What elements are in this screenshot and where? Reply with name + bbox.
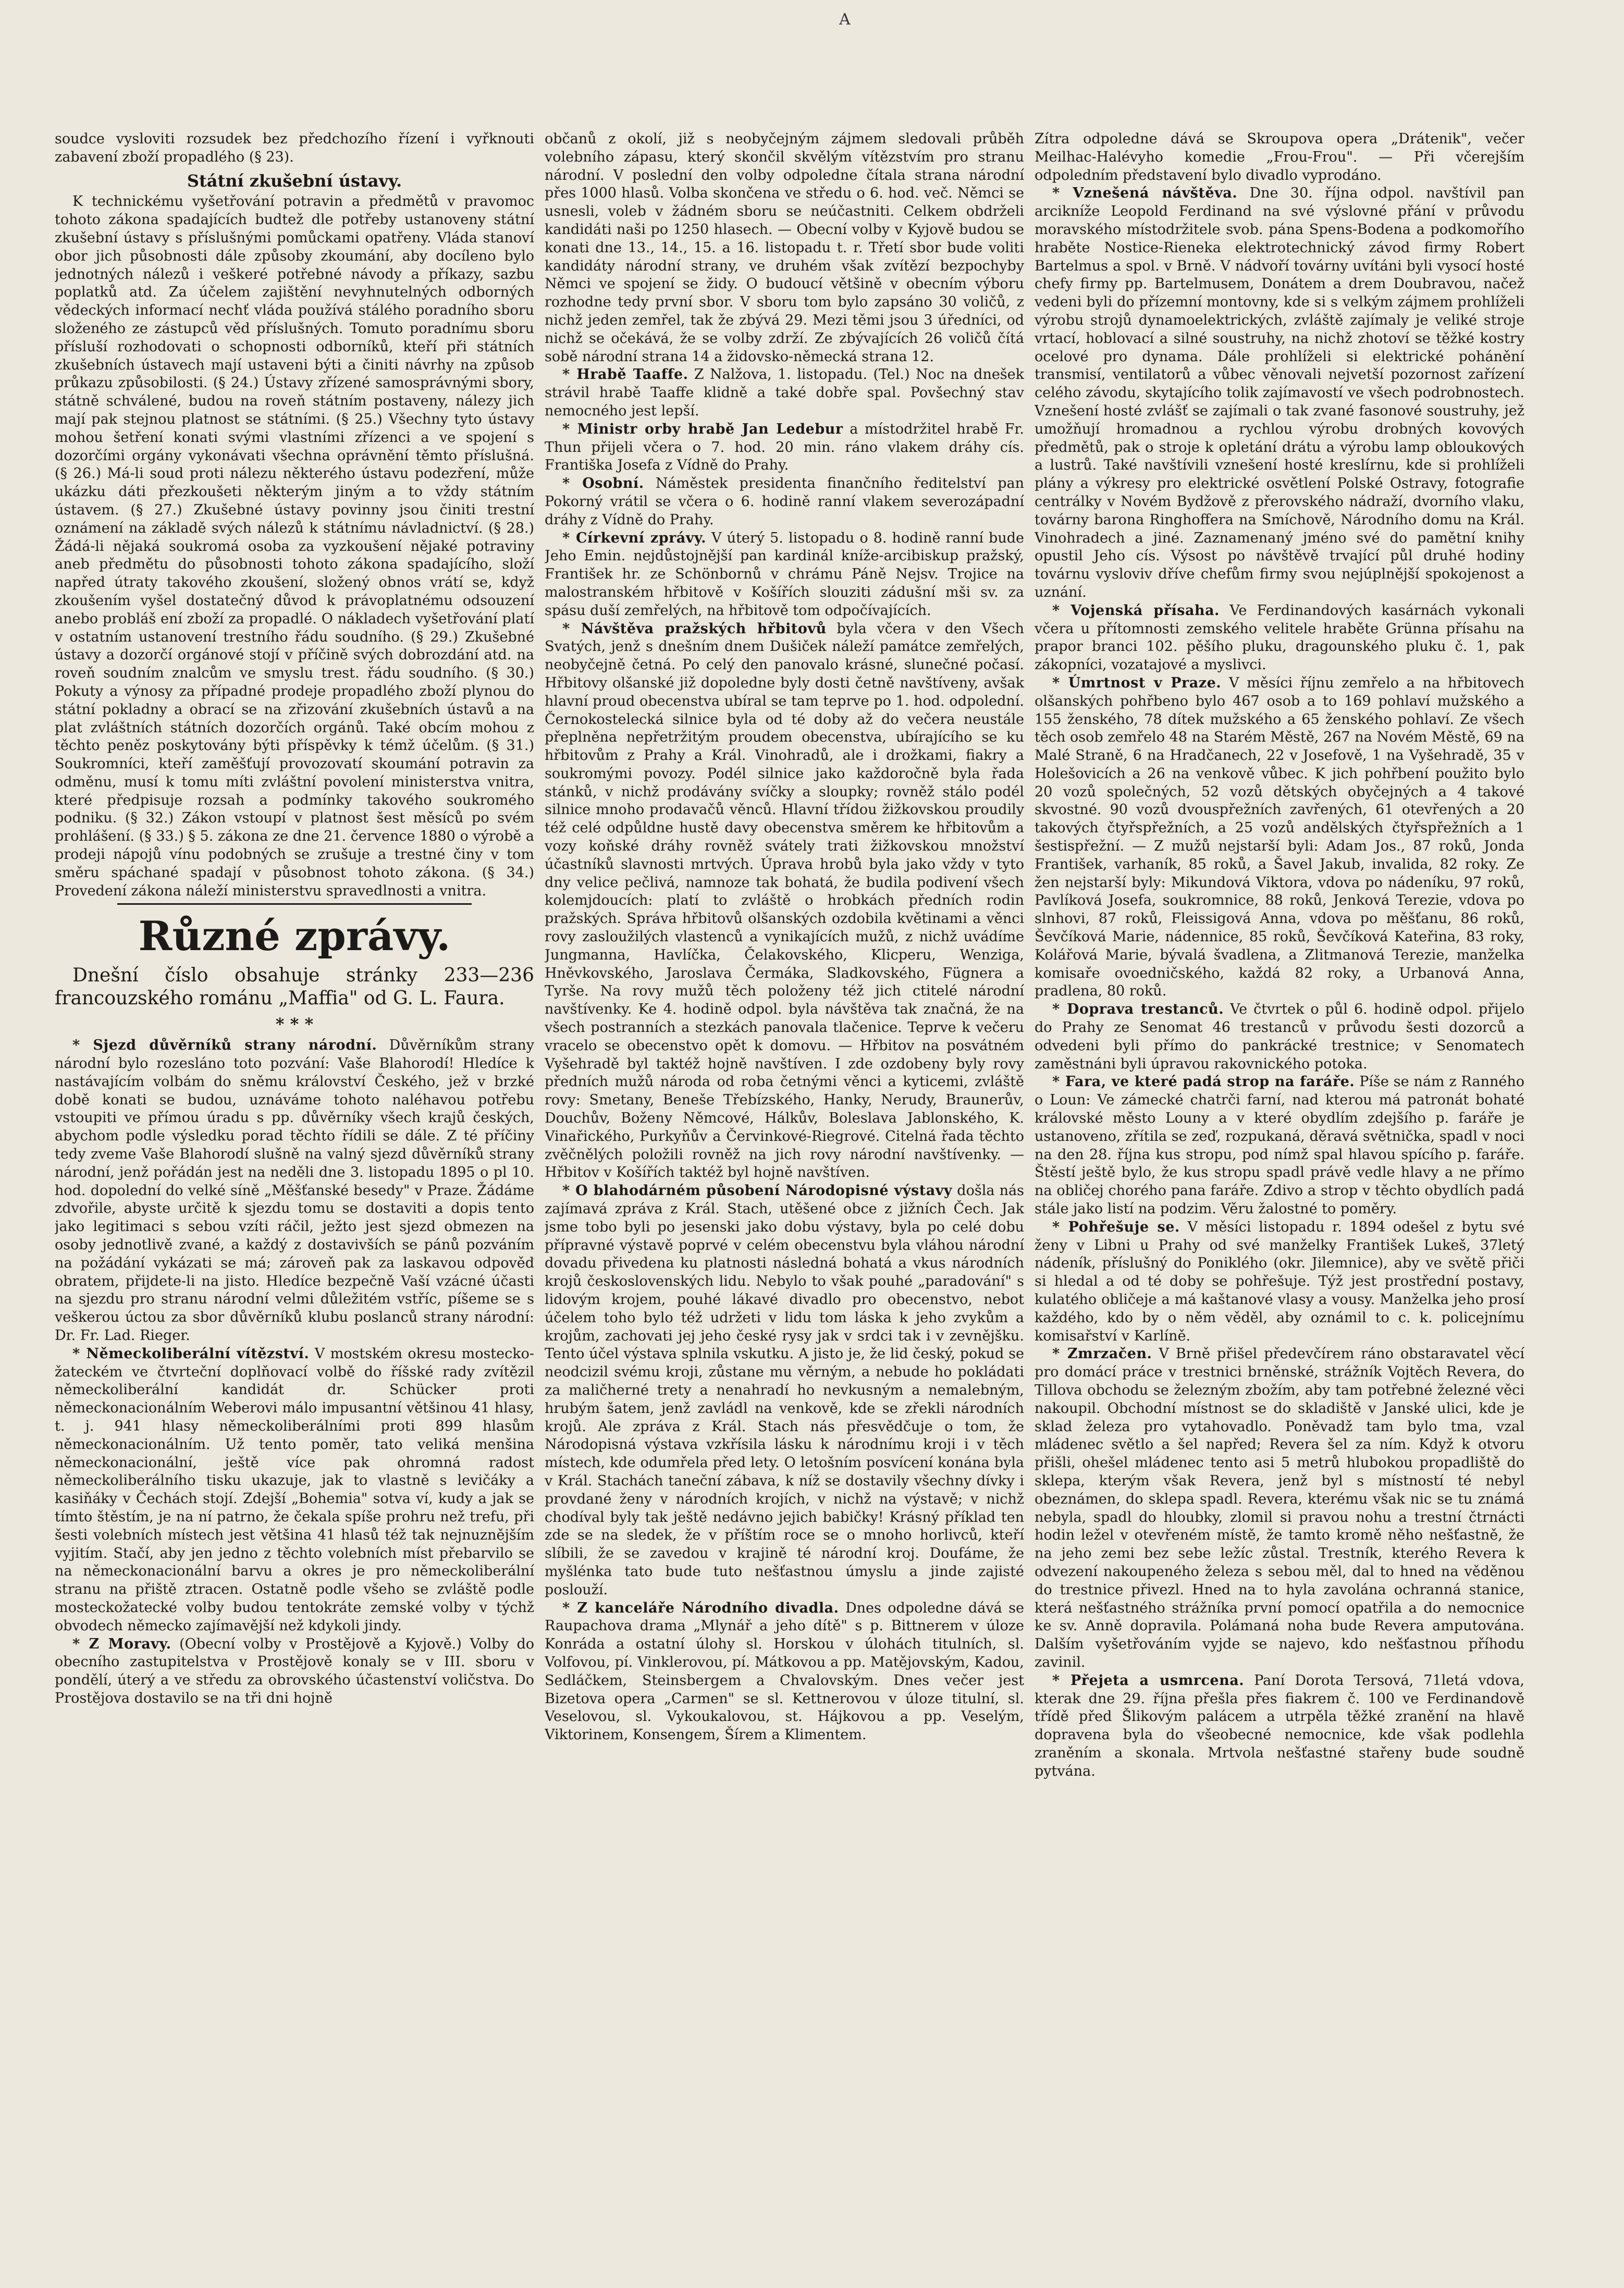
news-item-text: Dne 30. října odpol. navštívil pan arcikníže Leopold Ferdinand na své výslovné přání v průvodu moravského místodržitele svob. pána Spens-Bodena a podkomořího hraběte Nostice-Rieneka elektrotechnický závod firmy Robert Bartelmus a spol. v Brně. V nádvoří továrny uvítáni byli vysocí hosté chefy firmy pp. Bartelmusem, Donátem a drem Doubravou, načež vedeni byli do přízemní montovny, kde si s velkým zájmem prohlíželi výrobu strojů dynamoelektrických, zvláště zajímaly je veliké stroje vrtací, hoblovací a silné soustruhy, na nichž zhotoví se těžké kostry ocelové pro dynama. Dále prohlíželi si elektrické pohánění transmisí, ventilatorů a vůbec věnovali nejvetší pozornost zařízení celého závodu, skytajícího tolik zajímavostí ve všech podrobnostech. Vznešení hosté zvlášť se zajímali o tak zvané fasonové soustruhy, jež umožňují hromadnou a rychlou výrobu drobných kovových předmětů, pak o stroje k opletání drátu a výrobu lamp obloukových a lustrů. Také navštívili vznešení hosté kreslírnu, kde si prohlíželi plány a výkresy pro elektrické osvětlení Polské Ostravy, fotografie centrálky v Novém Bydžově z přerovského nádraží, dvorního vlaku, továrny barona Ringhoffera na Smíchově, Národního domu na Král. Vinohradech a jiné. Zaznamenaný jméno své do pamětní knihy opustil Jeho cís. Výsost po návštěvě trvající půl druhé hodiny továrnu vysloviv dříve chefům firmy svou nejúplnější spokojenost a uznání. <box>1035 185 1524 600</box>
continued-paragraph: Zítra odpoledne dává se Skroupova opera „Drátenik", večer Meilhac-Halévyho komedie „Frou-Frou". — Při včerejším odpoledním představení bylo divadlo vyprodáno. <box>1035 131 1524 183</box>
news-item-heading: * Zmrzačen. <box>1052 1346 1152 1362</box>
news-item-heading: * Církevní zprávy. <box>562 530 706 546</box>
news-item-text: Ve Ferdinandových kasárnách vykonali včera u přítomnosti zemského velitele hraběte Grünna přísahu na prapor branci 102. pěšího pluku, dragounského pluku č. 1, pak zákopníci, vozatajové a myslivci. <box>1035 602 1524 673</box>
news-item-text: Píše se nám z Ranného o Loun: Ve zámecké chatrči farní, nad kterou má patronát bohaté královské město Louny a v které obydlím zdejšího p. faráře je ustanoveno, zřítila se zeď, rozpukaná, děravá světnička, spadl v noci na den 28. října kus stropu, pod nímž spal hlavou spícího p. faráře. Štěstí ještě bylo, že kus stropu spadl právě vedle hlavy a ne přímo na obličej chorého pana faráře. Zdivo a strop v těchto obydlích padá stále jako listí na podzim. Věru žalostné to poměry. <box>1035 1074 1524 1217</box>
intro-paragraph: soudce vysloviti rozsudek bez předchozího řízení i vyřknouti zabavení zboží propadlého (§ 23). <box>55 131 534 165</box>
news-item <box>1035 184 1524 601</box>
news-item-heading: * Osobní. <box>562 475 644 492</box>
news-item <box>1035 1345 1524 1671</box>
news-item <box>545 475 1024 529</box>
news-item <box>1035 674 1524 1001</box>
news-item-text: Důvěrníkům strany národní bylo rozesláno toto pozvání: Vaše Blahorodí! Hledíce k nastávajícím volbám do sněmu království Českého, jež v brzké době konati se budou, uznáváme tohoto naléhavou potřebu vstoupiti ve přímou úradu s pp. důvěrníky všech krajů českých, abychom podle výsledku porad těchto řídili se dále. Z té příčiny tedy zveme Vaše Blahorodí slušně na valný sjezd důvěrníků strany národní, jenž pořádán jest na neděli dne 3. listopadu 1895 o pl 10. hod. dopolední do velké síně „Měšťanské besedy" v Praze. Žádáme zdvořile, abyste určitě k sjezdu tomu se dostaviti a dopis tento jako legitimaci s sebou vzíti ráčil, ježto jest sjezd obmezen na osoby jednotlivě zvané, a každý z dostavivších se pánů pozváním na požádání vykázati se má; zároveň pak za laskavou odpověď obratem, přijdete-li na jisto. Hledíce bezpečně Vaší vzácné účasti na sjezdu pro stranu národní velmi důležitém vstříc, píšeme se s veškerou úctou za sbor důvěrníků klubu poslanců strany národní: Dr. Fr. Lad. Rieger. <box>55 1037 534 1344</box>
news-item <box>545 530 1024 620</box>
news-item-text: Z Nalžova, 1. listopadu. (Tel.) Noc na dnešek strávil hrabě Taaffe klidně a také dobře spal. Povšechný stav nemocného jest lepší. <box>545 366 1024 419</box>
news-item-heading: * Návštěva pražských hřbitovů <box>562 620 827 637</box>
news-item-heading: * Ministr orby hrabě Jan Ledebur <box>562 421 843 437</box>
news-item-heading: * Úmrtnost v Praze. <box>1052 674 1222 691</box>
page-mark: A <box>839 10 851 29</box>
news-item-heading: * Německoliberální vítězství. <box>72 1345 310 1362</box>
news-item-text: V úterý 5. listopadu o 8. hodině ranní bude Jeho Emin. nejdůstojnější pan kardinál kníže-arcibiskup pražský, František hr. ze Schönbornů v chrámu Páně Nejsv. Trojice na malostranském hřbitově v Košířích slouziti zádušní mši sv. za spásu duší zemřelých, na hřbitově tom odpočívajících. <box>545 530 1024 619</box>
stars-divider: * * * <box>275 1014 314 1035</box>
column-right <box>1035 130 1524 2262</box>
news-item <box>55 1037 534 1345</box>
column-middle <box>545 130 1024 2262</box>
news-item-text: a místodržitel hrabě Fr. Thun přijeli včera o 7. hod. 20 min. ráno vlakem dráhy cís. Františka Josefa z Vídně do Prahy. <box>545 421 1024 474</box>
section-title-zkusebni-ustavy: Státní zkušební ústavy. <box>187 170 402 191</box>
news-item-text: Ve čtvrtek o půl 6. hodině odpol. přijelo do Prahy ze Senomat 46 trestanců v průvodu šesti dozorců a odvedeni byli přímo do pankrácké trestnice; v Senomatech zaměstnáni byli úpravou rakovnického potoka. <box>1035 1001 1524 1072</box>
lead-paragraph: Dnešní číslo obsahuje stránky 233—236 francouzského románu „Maffia" od G. L. Faura. <box>55 965 534 1010</box>
news-item <box>55 1345 534 1635</box>
news-item-heading: * Doprava trestanců. <box>1052 1001 1224 1018</box>
news-item-heading: * Přejeta a usmrcena. <box>1052 1672 1245 1689</box>
news-item <box>1035 602 1524 674</box>
section-paragraph: K technickému vyšetřování potravin a předmětů v pravomoc tohoto zákona spadajících budtež dle potřeby ustanoveny státní zkušební ústavy s příslušnými pomůckami opatřeny. Vláda stanoví obor jich působnosti dále způsoby zkoumání, aby docíleno bylo jednotných nálezů i veškeré potřebné návody a příkazy, sazbu poplatků atd. Za účelem zajištění nevyhnutelných odborných vědeckých informací nechť vláda používá stálého poradního sboru složeného ze zástupců věd příslušných. Tomuto poradnímu sboru přísluší rozhodovati o schopnosti odborníků, kteří při státních zkušebních ústavech mají ustaveni býti a činiti návrhy na způsob průkazu způsobilosti. (§ 24.) Ústavy zřízené samosprávnými sbory, státně schválené, budou na roveň státním postaveny, nálezy jich mají pak stejnou platnost se státními. (§ 25.) Všechny tyto ústavy mohou šetření konati svými vlastními zřízenci a ve spojení s dozorčími orgány vykonávati všechna oprávnění těmto příslušná. (§ 26.) Má-li soud proti nálezu některého ústavu podezření, může ukázku dáti přezkoušeti některým jiným a to vždy státním ústavem. (§ 27.) Zkušebné ústavy povinny jsou činiti trestní oznámení na základě svých nálezů k státnímu návladnictví. (§ 28.) Žádá-li nějaká soukromá osoba za vyzkoušení nějaké potraviny aneb předmětu do působnosti tohoto zákona spadajícího, složí napřed útraty takového zkoušení, složený obnos vrátí se, když zkoušením vyšel dostatečný důvod k právoplatnému odsouzení anebo probláš ení zboží za propadlé. O nákladech vyšetřování platí v ostatním ustanovení trestního řádu soudního. (§ 29.) Zkušebné ústavy a dozorčí orgánové stojí v příčině svých dobrozdání atd. na roveň soudním znalcům ve smyslu trest. řádu soudního. (§ 30.) Pokuty a výnosy za případné prodeje propadlého zboží plynou do státní pokladny a obrací se na zřizování zkušebních ústavů a na plat zvláštních státních dozorčích orgánů. Také obcím mohou z těchto peněz poskytovány býti příspěvky k témž účelům. (§ 31.) Soukromníci, kteří zaměšťují provozovatí skoumání potravin za odměnu, musí k tomu míti zvláštní povolení ministerstva vnitra, které předpisuje rozsah a podmínky takového soukromého podniku. (§ 32.) Zákon vstoupí v platnost šest měsíců po svém prohlášení. (§ 33.) § 5. zákona ze dne 21. července 1880 o výrobě a prodeji nápojů vínu podobných se zrušuje a trestné činy v tom směru spáchané spadají v působnost tohoto zákona. (§ 34.) Provedení zákona náleží ministerstvu spravedlnosti a vnitra. <box>55 193 534 899</box>
heading-ruzne-zpravy: Různé zprávy. <box>138 913 451 961</box>
news-item <box>1035 1001 1524 1073</box>
news-item-text: došla nás zajímavá zpráva z Král. Stach, utěšené obce z jižních Čech. Jak jsme tobo byli po jesenski jako dobu výstavy, byla po celé dobu přípravné výstavě poprvé v celém obecenstvu byla vláhou národní dovadu přivedena ku platnosti následná bohatá a vkus národních krojů československých lidu. Nebylo to však pouhé „paradování" s lidovým krojem, pouhé lákavé divadlo pro obecenstvo, nebot účelem toho bylo též udržeti v lidu tom láska k jeho zvykům a krojům, zachovati jej jeho české rysy jak v srdci tak i v zevnějšku. Tento účel výstava splnila vskutku. A jisto je, že lid český, pokud se neodcizil svému kroji, zůstane mu věrným, a nebude ho pokládati za maličherné trety a nenahradí ho nevkusným a nemalebným, hrubým šatem, jenž zavládl na venkově, kde se zřekli národních krojů. Ale zpráva z Král. Stach nás přesvědčuje o tom, že Národopisná výstava vzkřísila lásku k národnímu kroji i v těch místech, kde odumřela před lety. O letošním posvícení konána byla v Král. Stachách taneční zábava, k níž se dostavily všechny dívky i provdané ženy v národních krojích, v nichž na výstavě; v nichž chodíval byly tak ještě nedávno jejich babičky! Krásný příklad ten zde se na sledek, že v příštím roce se o mnoho horlivců, kteří slíbili, že se zavedou v krajině té národní kroj. Doufáme, že myšlénka tato bude tuto nešťastnou úmyslu a jinde zajisté poslouží. <box>545 1183 1024 1598</box>
news-item-text: Paní Dorota Tersová, 71letá vdova, kterak dne 29. října přešla přes fiakrem č. 100 ve Ferdinandově třídě před Šlikovým palácem a utrpěla těžké zranění na hlavě dopravena byla do všeobecné nemocnice, kde však podlehla zraněním a skonala. Mrtvola nešťastné stařeny bude soudně pytvána. <box>1035 1672 1524 1779</box>
news-item-heading: * Fara, ve které padá strop na faráře. <box>1052 1074 1355 1090</box>
news-item-text: V Brně přišel předevčírem ráno obstaravatel věcí pro domácí práce v trestnici brněnské, strážník Vojtěch Revera, do Tillova obchodu se železným zbožím, aby tam potřebné železné věci nakoupil. Obchodní místnost se do skladiště v Janské ulici, kde je sklad železa pro vytahovadlo. Poněvadž tam bylo tma, vzal mládenec světlo a šel napřed; Revera šel za ním. Když k otvoru přišli, ohešel mládenec tento asi 5 metrů hlubokou propadliště do sklepa, kterým však Revera, jenž byl s místností té nebyl obeznámen, do sklepa spadl. Revera, kterému však nic se tu známá nebyla, spadl do hloubky, zlomil si pravou nohu a trestní čtrnácti hodin ležel v otevřeném místě, že tamto kromě něho nešťastně, že na jeho zemi bez sebe ležíc zůstal. Trestník, kterého Revera k odvezení nakoupeného železa s sebou měl, dal to hned na věděnou do trestnice přivezl. Hned na to hyla zavolána ochranná stanice, která nešťastného strážníka první pomocí opatřila a do nemocnice ke sv. Anně dopravila. Polámaná noha bude Revera amputována. Dalším vyšetřováním vyjde se najevo, kdo nešťastnou příhodu zavinil. <box>1035 1346 1524 1670</box>
news-item-text: Náměstek presidenta finančního ředitelství pan Pokorný vrátil se včera o 6. hodině ranní vlakem severozápadní dráhy z Vídně do Prahy. <box>545 475 1024 528</box>
news-item-heading: * Vojenská přísaha. <box>1052 602 1220 619</box>
section-divider <box>117 903 472 905</box>
news-item <box>545 421 1024 475</box>
news-item-heading: * Pohřešuje se. <box>1052 1219 1180 1235</box>
news-item <box>55 1635 534 1708</box>
news-item-heading: * O blahodárném působení Národopisné výstavy <box>562 1183 953 1199</box>
news-item <box>545 1182 1024 1599</box>
news-item-heading: * Sjezd důvěrníků strany národní. <box>72 1037 377 1054</box>
news-item <box>545 366 1024 420</box>
news-item-heading: * Z kanceláře Národního divadla. <box>562 1600 839 1616</box>
column-left <box>55 130 534 2262</box>
news-item <box>545 620 1024 1183</box>
continued-paragraph: občanů z okolí, již s neobyčejným zájmem sledovali průběh volebního zápasu, který skončil skvělým vítězstvím pro stranu národní. V poslední den volby odpoledne čítala strana národní přes 1000 hlasů. Volba skončena ve středu o 6. hod. več. Němci se usnesli, voleb v žádném sboru se neúčastniti. Celkem obdrželi kandidáti naši po 1250 hlasech. — Obecní volby v Kyjově budou se konati dne 13., 14., 15. a 16. listopadu t. r. Třetí sbor bude voliti kandidáty národní strany, ve druhém však zvítězí bezpochyby Němci ve spojení se židy. O budoucí většině v obecním výboru rozhodne tedy první sbor. V sboru tom bylo zapsáno 30 voličů, z nichž jeden zemřel, tak že zbývá 29. Mezi těmi jsou 3 úředníci, od nichž se očekává, že se volby zdrží. Ze zbývajících 26 voličů čítá sobě národní strana 14 a židovsko-německá strana 12. <box>545 131 1024 365</box>
news-item-heading: * Z Moravy. <box>72 1635 171 1652</box>
news-item-text: Dnes odpoledne dává se Raupachova drama „Mlynář a jeho dítě" s p. Bittnerem v úloze Konráda a ostatní úlohy sl. Horskou v úlohách titulních, sl. Volfovou, pí. Vinklerovou, pí. Mátkovou a pp. Matějovským, Kadou, Sedláčkem, Steinsbergem a Chvalovským. Dnes večer jest Bizetova opera „Carmen" se sl. Kettnerovou v úloze titulní, sl. Veselovou, sl. Vykoukalovou, st. Hájkovou a pp. Veselým, Viktorinem, Konsengem, Šírem a Klimentem. <box>545 1600 1024 1743</box>
news-item <box>1035 1672 1524 1781</box>
news-item-text: V mostském okresu mostecko-žateckém ve čtvrteční doplňovací volbě do říšské rady zvítězil německoliberální kandidát dr. Schücker proti německonacionálním Weberovi málo impusantní většinou 41 hlasy, t. j. 941 hlasy německoliberálními proti 899 hlasům německonacionálním. Už tento poměr, tato veliká menšina německonacionální, ještě více pak ohromná radost německoliberálního tisku ukazuje, jak to vlastně s levičáky a kasiňáky v Čechách stojí. Zdejší „Bohemia" sotva ví, kudy a jak se tímto štěstím, je na ní patrno, že čekala spíše prohru než trefu, při šesti volebních místech jest většina 41 hlasů též tak nejnuznějším vyjitím. Stačí, aby jen jedno z těchto volebních míst přebarvilo se na německonacionální barvu a okres je pro německoliberální stranu na přiště ztracen. Ostatně podle všeho se zvláště podle mosteckožatecké volby budou tentokráte zemské volby v týchž obvodech německo zajímavější než kdykoli jindy. <box>55 1345 534 1634</box>
news-item <box>545 1600 1024 1744</box>
news-item-text: V měsíci říjnu zemřelo a na hřbitovech olšanských pohřbeno bylo 467 osob a to 169 pohlaví mužského a 155 ženského, 78 dítek mužského a 65 ženského pohlaví. Ze všech těch osob zemřelo 48 na Starém Městě, 267 na Novém Městě, 69 na Malé Straně, 6 na Hradčanech, 22 v Josefově, 1 na Vyšehradě, 35 v Holešovicích a 26 na venkově vůbec. K jich pohřbení použito bylo 20 vozů společných, 52 vozů dětských obyčejných a 4 takové skvostné. 90 vozů dvouspřežních zavřených, 61 otevřených a 20 takových čtyřspřežních, a 25 vozů andělských čtyřspřežních a 1 šestispřežní. — Z mužů nejstarší byli: Adam Jos., 87 roků, Jonda František, varhaník, 85 roků, a Šavel Jakub, invalida, 82 roky. Ze žen nejstarší byly: Mikundová Viktora, vdova po nádeníku, 97 roků, Pavlíková Josefa, soukromnice, 88 roků, Jenková Terezie, vdova po slnhovi, 87 roků, Fleissigová Anna, vdova po měšťanu, 86 roků, Ševčíková Marie, nádennice, 85 roků, Ševčíková Kateřina, 83 roky, Kolářová Marie, bývalá švadlena, a Zlitmanová Terezie, manželka komisaře ovoedničského, každá 82 roky, a Urbanová Anna, pradlena, 80 roků. <box>1035 674 1524 1000</box>
news-item-text: V měsíci listopadu r. 1894 odešel z bytu své ženy v Libni u Prahy od své manželky František Lukeš, 37letý nádeník, příslušný do Poniklého (okr. Jilemnice), aby ve světě přiči si hledal a od té doby se pohřešuje. Týž jest prostřední postavy, kulatého obličeje a má kaštanové vlasy a vousy. Manželka jeho prosí každého, kdo by o něm věděl, aby oznámil to c. k. policejnímu komisařství v Karlíně. <box>1035 1219 1524 1344</box>
news-item <box>1035 1073 1524 1218</box>
news-item-heading: * Hrabě Taaffe. <box>562 366 688 383</box>
news-item <box>1035 1219 1524 1346</box>
news-item-heading: * Vznešená návštěva. <box>1052 185 1238 202</box>
news-item-text: byla včera v den Všech Svatých, jenž s dnešním dnem Dušiček náleží památce zemřelých, neobyčejně četná. Po celý den panovalo krásné, slunečné počasí. Hřbitovy olšanské již dopoledne byly dosti četně navštíveny, avšak hlavní proud obecenstva ubíral se tam teprve po 1. hod. odpolední. Černokostelecká silnice byla od té doby až do večera neustále přeplněna nepřetržitým proudem obecenstva, ubírajícího se ku hřbitovům z Prahy a Král. Vinohradů, ale i drožkami, fiakry a soukromými povozy. Podél silnice jako každoročně byla řada stánků, v nichž prodávány svíčky a sloupky; rovněž stálo podél silnice mnoho prodavačů věnců. Hlavní třídou žižkovskou proudily též celé odpůldne hustě davy obecenstva směrem ke hřbitovům a vozy koňské dráhy rovněž svátely trati žižkovskou množství účastníků slavnosti mrtvých. Úprava hrobů byla jako vždy v tyto dny velice pečlivá, namnoze tak bohatá, že budila podivení všech kolemjdoucích: platí to zvláště o hrobkách předních rodin pražských. Správa hřbitovů olšanských ozdobila květinami a věnci rovy zasloužilých vlastenců a vynikajících mužů, z nichž uvádíme Jungmanna, Havlíčka, Čelakovského, Klicperu, Wenziga, Hněvkovského, Jaroslava Čermáka, Sladkovského, Fügnera a Tyrše. Na rovy mužů těch položeny též jich ctitelé národní navštívenky. Ke 4. hodině odpol. byla návštěva tak značná, že na všech postranních a stezkách panovala tlačenice. Teprve k večeru vracelo se obecenstvo opět k domovu. — Hřbitov na posvátném Vyšehradě byl taktéž hojně navštíven. I zde ozdobeny byly rovy předních mužů národa od roba četnými věnci a kyticemi, zvláště rovy: Smetany, Beneše Třebízského, Hanky, Nerudy, Braunerův, Douchův, Boženy Němcové, Hálkův, Boleslava Jablonského, K. Vinařického, Purkyňův a Červinkové-Riegrové. Citelná řada těchto zvěčnělých položili rovněž na jich rovy národní navštívenky. — Hřbitov v Košířích taktéž byl hojně navštíven. <box>545 620 1024 1181</box>
news-item-text: (Obecní volby v Prostějově a Kyjově.) Volby do obecního zastupitelstva v Prostějově konaly se v III. sboru v pondělí, úterý a ve středu za obrovského účastenství voličstva. Do Prostějova dostavilo se na tři dni hojně <box>55 1635 534 1706</box>
